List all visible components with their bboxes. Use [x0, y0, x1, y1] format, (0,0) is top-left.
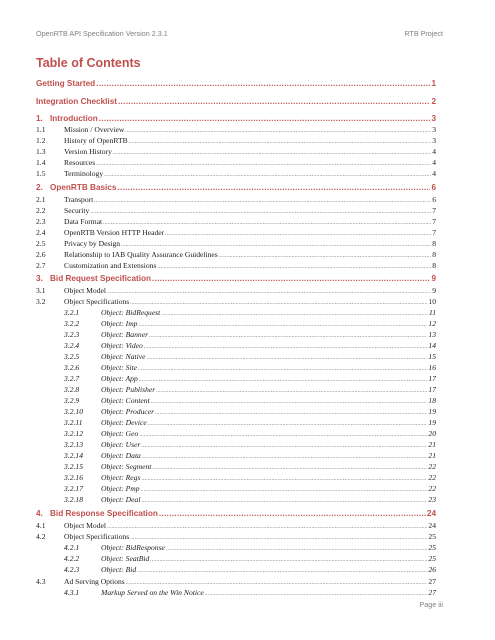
toc-entry-page: 8: [432, 250, 436, 259]
toc-entry-number: 3.2.12: [64, 429, 83, 438]
toc-entry-page: 21: [428, 451, 436, 460]
toc-entry-title: Privacy by Design: [64, 239, 121, 248]
toc-entry-title: Markup Served on the Win Notice: [101, 588, 204, 597]
toc-entry[interactable]: [36, 274, 436, 283]
toc-entry-page: 27: [428, 588, 436, 597]
toc-entry-title: Object Model: [64, 286, 106, 295]
toc-entry[interactable]: [36, 183, 436, 192]
toc-entry-title: OpenRTB Version HTTP Header: [64, 228, 165, 237]
toc-entry-number: 3.: [36, 274, 43, 283]
toc-dot-leader: [125, 129, 431, 134]
toc-entry-title: Object: Site: [101, 363, 138, 372]
toc-entry-number: 3.2.9: [64, 396, 80, 405]
toc-entry-page: 17: [428, 385, 436, 394]
toc-entry-number: 3.2.10: [64, 407, 83, 416]
toc-entry[interactable]: [36, 385, 436, 394]
toc-entry-page: 22: [428, 484, 436, 493]
toc-entry-page: 6: [431, 183, 436, 192]
toc-entry-title: Object Model: [64, 521, 106, 530]
toc-entry-title: Object: Regs: [101, 473, 141, 482]
toc-entry-number: 2.: [36, 183, 43, 192]
toc-dot-leader: [138, 323, 427, 328]
toc-entry-page: 7: [432, 217, 436, 226]
toc-dot-leader: [144, 345, 428, 350]
toc-entry[interactable]: [36, 521, 436, 530]
toc-entry-page: 8: [432, 239, 436, 248]
toc-entry-title: Integration Checklist: [36, 97, 117, 106]
toc-entry[interactable]: [36, 319, 436, 328]
toc-entry-number: 3.2.5: [64, 352, 80, 361]
toc-entry-page: 10: [428, 297, 436, 306]
toc-entry[interactable]: [36, 532, 436, 541]
toc-entry-page: 4: [432, 147, 436, 156]
toc-entry-page: 4: [432, 169, 436, 178]
toc-entry-page: 25: [428, 543, 436, 552]
toc-dot-leader: [151, 400, 428, 405]
toc-entry-title: Object: App: [101, 374, 138, 383]
toc-entry[interactable]: [36, 440, 436, 449]
toc-entry-page: 20: [428, 429, 436, 438]
toc-dot-leader: [159, 509, 426, 518]
toc-entry-number: 4.3: [36, 577, 46, 586]
toc-entry[interactable]: [36, 418, 436, 427]
toc-entry[interactable]: [36, 261, 436, 270]
toc-entry-page: 13: [428, 330, 436, 339]
toc-entry[interactable]: [36, 407, 436, 416]
toc-entry[interactable]: [36, 250, 436, 259]
toc-entry-number: 3.2.18: [64, 495, 83, 504]
toc-entry-title: Object: User: [101, 440, 141, 449]
toc-entry-title: Object: Producer: [101, 407, 155, 416]
toc-entry-title: Object: Video: [101, 341, 143, 350]
toc-dot-leader: [103, 221, 431, 226]
toc-entry[interactable]: [36, 114, 436, 123]
toc-entry-title: Security: [64, 206, 90, 215]
toc-entry-title: Object: Publisher: [101, 385, 156, 394]
toc-entry-page: 18: [428, 396, 436, 405]
toc-entry-page: 4: [432, 158, 436, 167]
toc-entry[interactable]: [36, 217, 436, 226]
toc-dot-leader: [137, 569, 427, 574]
toc-entry-number: 3.2.2: [64, 319, 80, 328]
toc-entry[interactable]: [36, 297, 436, 306]
toc-entry-page: 11: [428, 308, 436, 317]
toc-dot-leader: [130, 536, 427, 541]
toc-entry-number: 3.2.15: [64, 462, 83, 471]
toc-dot-leader: [129, 140, 432, 145]
toc-entry[interactable]: [36, 429, 436, 438]
toc-dot-leader: [219, 254, 431, 259]
toc-dot-leader: [150, 558, 427, 563]
toc-entry[interactable]: [36, 308, 436, 317]
toc-entry-page: 25: [428, 554, 436, 563]
toc-dot-leader: [107, 290, 431, 295]
toc-entry-title: Resources: [64, 158, 96, 167]
toc-entry-title: Introduction: [50, 114, 98, 123]
toc-entry-page: 6: [432, 195, 436, 204]
toc-dot-leader: [107, 525, 427, 530]
toc-entry-page: 19: [428, 407, 436, 416]
toc-dot-leader: [166, 547, 428, 552]
toc-entry[interactable]: [36, 97, 436, 106]
toc-entry-page: 24: [426, 509, 436, 518]
toc-entry-number: 2.5: [36, 239, 46, 248]
toc-entry-page: 15: [428, 352, 436, 361]
toc-entry-title: Object: Banner: [101, 330, 149, 339]
toc-entry-title: Getting Started: [36, 79, 96, 88]
toc-dot-leader: [161, 312, 428, 317]
toc-dot-leader: [138, 367, 427, 372]
toc-heading: Table of Contents: [36, 56, 141, 70]
toc-entry-number: 3.2.17: [64, 484, 83, 493]
toc-entry[interactable]: [36, 473, 436, 482]
toc-dot-leader: [148, 422, 428, 427]
toc-entry-page: 3: [432, 125, 436, 134]
toc-dot-leader: [156, 389, 427, 394]
toc-entry-page: 22: [428, 473, 436, 482]
toc-dot-leader: [141, 477, 427, 482]
toc-dot-leader: [205, 592, 428, 597]
toc-entry-page: 19: [428, 418, 436, 427]
toc-entry-title: Data Format: [64, 217, 103, 226]
toc-entry-page: 3: [431, 114, 436, 123]
toc-entry-page: 27: [428, 577, 436, 586]
toc-entry-page: 12: [428, 319, 436, 328]
toc-entry-number: 1.5: [36, 169, 46, 178]
toc-entry[interactable]: [36, 341, 436, 350]
toc-entry-title: OpenRTB Basics: [50, 183, 117, 192]
toc-dot-leader: [118, 97, 430, 106]
toc-entry[interactable]: [36, 451, 436, 460]
toc-entry-number: 3.2.7: [64, 374, 80, 383]
document-title: OpenRTB API Specification Version 2.3.1: [36, 29, 168, 38]
toc-dot-leader: [157, 265, 431, 270]
toc-entry-number: 3.2.14: [64, 451, 83, 460]
toc-dot-leader: [99, 114, 431, 123]
toc-entry[interactable]: [36, 239, 436, 248]
toc-dot-leader: [96, 162, 431, 167]
toc-entry-number: 1.1: [36, 125, 46, 134]
toc-entry-title: Object: Segment: [101, 462, 152, 471]
toc-entry-number: 3.1: [36, 286, 46, 295]
toc-entry-title: Version History: [64, 147, 112, 156]
toc-dot-leader: [141, 499, 427, 504]
toc-entry-number: 3.2.1: [64, 308, 80, 317]
toc-dot-leader: [139, 433, 427, 438]
toc-dot-leader: [94, 199, 431, 204]
toc-entry[interactable]: [36, 286, 436, 295]
toc-entry-number: 1.: [36, 114, 43, 123]
toc-entry-number: 4.3.1: [64, 588, 80, 597]
toc-entry-number: 3.2.4: [64, 341, 80, 350]
toc-entry-title: Object: BidRequest: [101, 308, 161, 317]
toc-entry[interactable]: [36, 147, 436, 156]
toc-dot-leader: [90, 210, 431, 215]
toc-entry-number: 2.2: [36, 206, 46, 215]
page-number: Page iii: [419, 600, 443, 609]
toc-entry-number: 3.2.3: [64, 330, 80, 339]
toc-entry-title: Bid Response Specification: [50, 509, 158, 518]
toc-entry-title: Object: Bid: [101, 565, 137, 574]
toc-entry[interactable]: [36, 396, 436, 405]
toc-entry-page: 2: [431, 97, 436, 106]
toc-entry-page: 9: [432, 286, 436, 295]
toc-entry-title: Transport: [64, 195, 94, 204]
toc-entry-title: Object: Deal: [101, 495, 141, 504]
toc-entry-number: 3.2.16: [64, 473, 83, 482]
toc-dot-leader: [126, 581, 428, 586]
toc-dot-leader: [121, 243, 431, 248]
toc-entry-number: 2.1: [36, 195, 46, 204]
toc-entry-title: Object: Geo: [101, 429, 139, 438]
toc-entry[interactable]: [36, 125, 436, 134]
toc-entry-page: 17: [428, 374, 436, 383]
toc-entry-title: Relationship to IAB Quality Assurance Guidelines: [64, 250, 218, 259]
toc-entry-number: 3.2.11: [64, 418, 83, 427]
toc-entry[interactable]: [36, 158, 436, 167]
toc-dot-leader: [139, 378, 428, 383]
page-header: [36, 29, 443, 38]
toc-entry[interactable]: [36, 352, 436, 361]
toc-entry[interactable]: [36, 577, 436, 586]
toc-entry-page: 7: [432, 228, 436, 237]
toc-entry[interactable]: [36, 495, 436, 504]
toc-entry-title: Object: Content: [101, 396, 150, 405]
toc-entry[interactable]: [36, 136, 436, 145]
toc-entry-number: 2.6: [36, 250, 46, 259]
toc-entry[interactable]: [36, 363, 436, 372]
toc-entry-title: Object: Device: [101, 418, 147, 427]
toc-entry-title: Mission / Overview: [64, 125, 125, 134]
toc-dot-leader: [104, 173, 431, 178]
toc-entry-title: Bid Request Specification: [50, 274, 151, 283]
toc-entry-page: 23: [428, 495, 436, 504]
toc-dot-leader: [130, 301, 427, 306]
toc-dot-leader: [141, 488, 428, 493]
toc-entry[interactable]: [36, 565, 436, 574]
toc-entry-title: Terminology: [64, 169, 104, 178]
toc-entry-page: 7: [432, 206, 436, 215]
toc-entry[interactable]: [36, 228, 436, 237]
toc-dot-leader: [155, 411, 427, 416]
toc-entry-number: 1.4: [36, 158, 46, 167]
toc-entry[interactable]: [36, 374, 436, 383]
toc-entry-number: 2.3: [36, 217, 46, 226]
toc-entry-page: 25: [428, 532, 436, 541]
toc-entry[interactable]: [36, 484, 436, 493]
toc-entry-title: Object: BidResponse: [101, 543, 165, 552]
toc-entry[interactable]: [36, 79, 436, 88]
toc-entry-number: 3.2.13: [64, 440, 83, 449]
toc-entry-number: 2.7: [36, 261, 46, 270]
toc-dot-leader: [152, 274, 430, 283]
toc-dot-leader: [147, 356, 428, 361]
toc-entry-number: 4.2: [36, 532, 46, 541]
toc-entry-number: 3.2: [36, 297, 46, 306]
toc-entry-page: 21: [428, 440, 436, 449]
toc-entry-page: 22: [428, 462, 436, 471]
toc-dot-leader: [149, 334, 427, 339]
toc-entry-page: 9: [431, 274, 436, 283]
project-name: RTB Project: [404, 29, 443, 38]
toc-entry[interactable]: [36, 462, 436, 471]
toc-entry[interactable]: [36, 330, 436, 339]
toc-entry[interactable]: [36, 195, 436, 204]
toc-entry-number: 4.2.1: [64, 543, 80, 552]
toc-entry-number: 1.2: [36, 136, 46, 145]
toc-entry-title: Ad Serving Options: [64, 577, 125, 586]
toc-dot-leader: [113, 151, 431, 156]
toc-entry-title: Object: Data: [101, 451, 141, 460]
toc-entry-page: 8: [432, 261, 436, 270]
toc-entry[interactable]: [36, 543, 436, 552]
toc-entry-title: Object Specifications: [64, 297, 130, 306]
toc-dot-leader: [141, 444, 427, 449]
toc-entry-page: 24: [428, 521, 436, 530]
toc-entry-number: 3.2.8: [64, 385, 80, 394]
toc-entry-title: Object Specifications: [64, 532, 130, 541]
toc-entry-number: 4.: [36, 509, 43, 518]
toc-entry-title: Object: Imp: [101, 319, 138, 328]
toc-entry-number: 4.2.2: [64, 554, 80, 563]
toc-entry-number: 1.3: [36, 147, 46, 156]
toc-entry-title: Object: Native: [101, 352, 146, 361]
toc-entry-page: 16: [428, 363, 436, 372]
toc-dot-leader: [142, 455, 428, 460]
toc-entry[interactable]: [36, 588, 436, 597]
toc-entry-title: Object: Pmp: [101, 484, 140, 493]
toc-dot-leader: [117, 183, 430, 192]
toc-entry[interactable]: [36, 206, 436, 215]
toc-entry-page: 1: [431, 79, 436, 88]
toc-entry-number: 4.2.3: [64, 565, 80, 574]
toc-entry-number: 4.1: [36, 521, 46, 530]
toc-entry-title: Customization and Extensions: [64, 261, 157, 270]
toc-entry-page: 26: [428, 565, 436, 574]
toc-entry-page: 14: [428, 341, 436, 350]
toc-entry-title: Object: SeatBid: [101, 554, 150, 563]
toc-dot-leader: [96, 79, 430, 88]
toc-entry[interactable]: [36, 554, 436, 563]
toc-entry[interactable]: [36, 509, 436, 518]
toc-entry-title: History of OpenRTB: [64, 136, 128, 145]
toc-entry-number: 3.2.6: [64, 363, 80, 372]
toc-entry[interactable]: [36, 169, 436, 178]
toc-dot-leader: [152, 466, 427, 471]
toc-dot-leader: [165, 232, 431, 237]
toc-entry-page: 3: [432, 136, 436, 145]
toc-entry-number: 2.4: [36, 228, 46, 237]
